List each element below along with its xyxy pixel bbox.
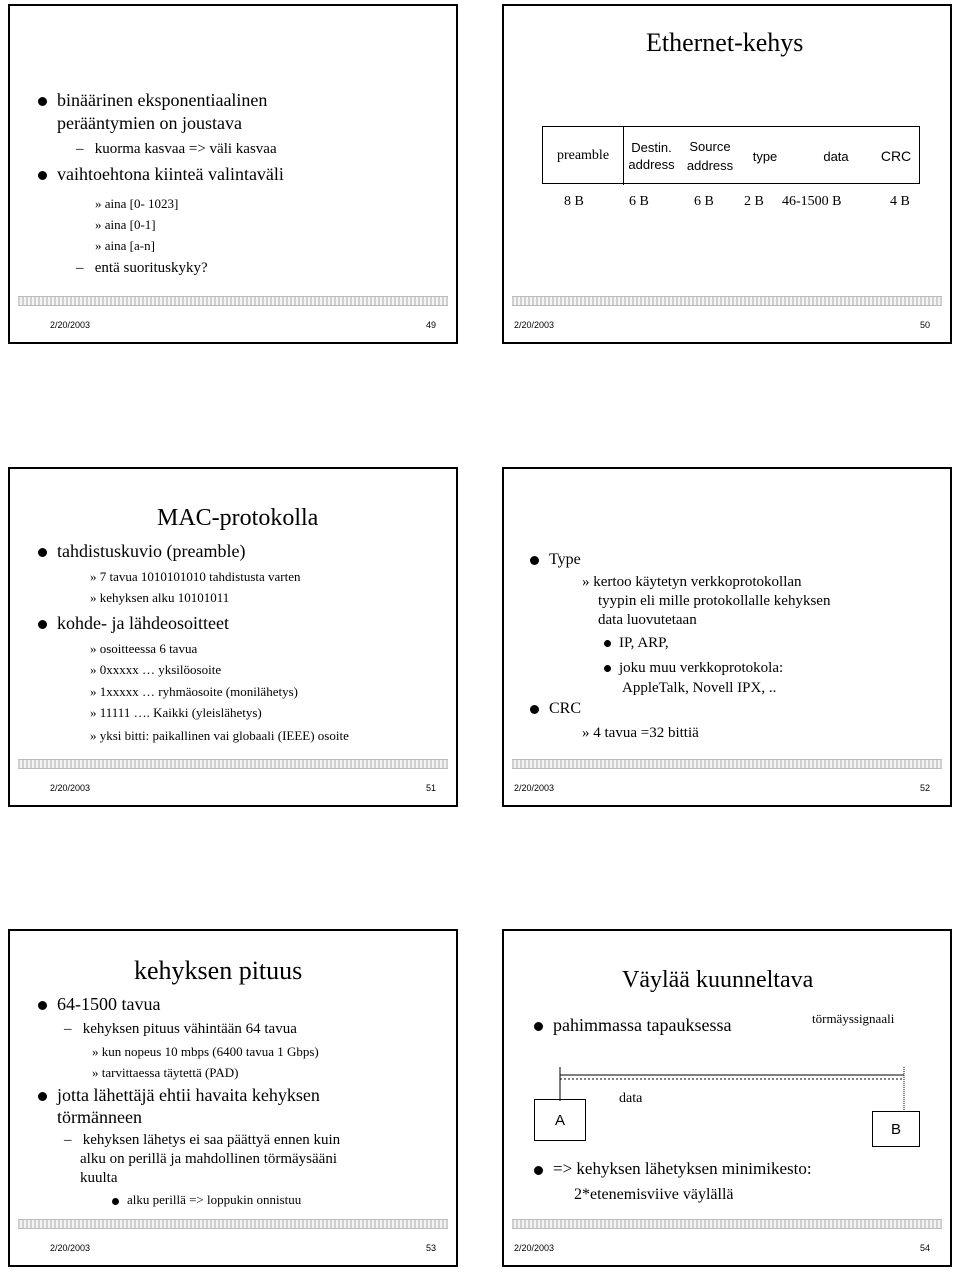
bullet-icon (604, 665, 611, 672)
dash-continuation: alku on perillä ja mahdollinen törmäysääni (80, 1151, 338, 1167)
bullet-icon (112, 1198, 119, 1205)
slide-number: 53 (425, 1243, 436, 1253)
bullet-continuation: perääntymien on joustava (57, 113, 242, 133)
sub-item: » aina [0-1] (95, 217, 156, 232)
footer-bar (18, 759, 448, 769)
footer-date: 2/20/2003 (50, 783, 91, 793)
footer-bar (18, 1219, 448, 1229)
bullet-icon (38, 171, 47, 180)
sub-item: » 4 tavua =32 bittiä (582, 725, 699, 741)
sub-item: » osoitteessa 6 tavua (90, 641, 198, 656)
data-label: data (619, 1091, 643, 1106)
bullet-item: jotta lähettäjä ehtii havaita kehyksen (38, 1085, 320, 1106)
sub-item: » 1xxxxx … ryhmäosoite (monilähetys) (90, 684, 298, 699)
bullet-item: tahdistuskuvio (preamble) (38, 541, 245, 562)
node-a-box (534, 1099, 586, 1141)
slide-number: 50 (919, 320, 930, 330)
size-type: 2 B (744, 194, 764, 209)
bullet-icon (530, 705, 539, 714)
slide-footer (504, 759, 950, 805)
size-source: 6 B (694, 194, 714, 209)
node-b-box (872, 1111, 920, 1147)
bullet-item: kohde- ja lähdeosoitteet (38, 613, 229, 634)
sub-item: » tarvittaessa täytettä (PAD) (92, 1065, 239, 1080)
bullet-item: vaihtoehtona kiinteä valintaväli (38, 164, 284, 185)
sub-bullet-continuation: AppleTalk, Novell IPX, .. (622, 680, 777, 696)
dash-item: – entä suorituskyky? (76, 260, 208, 276)
sub-item-continuation: data luovutetaan (598, 612, 697, 628)
size-crc: 4 B (890, 194, 910, 209)
slide-number: 49 (425, 320, 436, 330)
footer-date: 2/20/2003 (514, 1243, 555, 1253)
footer-date: 2/20/2003 (514, 783, 555, 793)
bullet-item: binäärinen eksponentiaalinen (38, 90, 267, 111)
sub-bullet-item: alku perillä => loppukin onnistuu (112, 1192, 301, 1208)
size-data: 46-1500 B (782, 194, 842, 209)
size-destination: 6 B (629, 194, 649, 209)
dash-continuation: kuulta (80, 1170, 118, 1186)
field-destination: Destin. address (623, 127, 679, 185)
sub-item: » 11111 …. Kaikki (yleislähetys) (90, 705, 262, 720)
sub-item: » yksi bitti: paikallinen vai globaali (IEEE) osoite (90, 728, 349, 743)
sub-bullet-item: IP, ARP, (604, 635, 669, 652)
sub-item: » 7 tavua 1010101010 tahdistusta varten (90, 569, 301, 584)
dash-item: – kehyksen lähetys ei saa päättyä ennen kuin (64, 1132, 341, 1148)
sub-bullet-item: joku muu verkkoprotokola: (604, 660, 783, 677)
slide-number: 51 (425, 783, 436, 793)
slide-footer (504, 296, 950, 342)
slide-54 (502, 929, 952, 1267)
bullet-item: => kehyksen lähetyksen minimikesto: (534, 1159, 812, 1179)
slide-number: 52 (919, 783, 930, 793)
bullet-icon (38, 548, 47, 557)
footer-bar (18, 296, 448, 306)
field-crc: CRC (880, 148, 912, 164)
footer-date: 2/20/2003 (514, 320, 555, 330)
sub-item: » kertoo käytetyn verkkoprotokollan (582, 574, 802, 590)
slide-title: Ethernet-kehys (646, 28, 804, 57)
bullet-icon (38, 620, 47, 629)
footer-bar (512, 759, 942, 769)
sub-item: » 0xxxxx … yksilöosoite (90, 662, 222, 677)
bullet-icon (530, 556, 539, 565)
formula-text: 2*etenemisviive väylällä (574, 1186, 734, 1203)
field-preamble: preamble (556, 148, 610, 163)
node-a-label: A (554, 1111, 565, 1129)
dash-item: – kehyksen pituus vähintään 64 tavua (64, 1021, 297, 1037)
sub-item: » aina [a-n] (95, 238, 155, 253)
frame-diagram (504, 6, 954, 346)
sub-item-continuation: tyypin eli mille protokollalle kehyksen (598, 593, 831, 609)
field-type: type (752, 148, 778, 164)
slide-50 (502, 4, 952, 344)
bullet-item: pahimmassa tapauksessa (534, 1015, 731, 1036)
bullet-item: CRC (530, 700, 581, 718)
sub-item: » kun nopeus 10 mbps (6400 tavua 1 Gbps) (92, 1044, 319, 1059)
footer-bar (512, 1219, 942, 1229)
slide-49 (8, 4, 458, 344)
slide-53 (8, 929, 458, 1267)
sub-item: » kehyksen alku 10101011 (90, 590, 230, 605)
slide-51 (8, 467, 458, 807)
bullet-item: 64-1500 tavua (38, 994, 160, 1015)
bullet-icon (38, 1001, 47, 1010)
footer-date: 2/20/2003 (50, 1243, 91, 1253)
node-b-label: B (890, 1120, 901, 1138)
dash-item: – kuorma kasvaa => väli kasvaa (76, 141, 277, 157)
slide-footer (10, 296, 456, 342)
slide-footer (504, 1219, 950, 1265)
footer-date: 2/20/2003 (50, 320, 91, 330)
bullet-icon (38, 1092, 47, 1101)
bullet-icon (604, 640, 611, 647)
footer-bar (512, 296, 942, 306)
slide-title: MAC-protokolla (157, 505, 319, 531)
bullet-icon (534, 1166, 543, 1175)
sub-item: » aina [0- 1023] (95, 196, 179, 211)
slide-52 (502, 467, 952, 807)
collision-signal-label: törmäyssignaali (812, 1011, 895, 1026)
slide-footer (10, 1219, 456, 1265)
frame-table (542, 126, 920, 184)
field-data: data (823, 148, 849, 164)
bullet-continuation: törmänneen (57, 1107, 142, 1127)
slide-title: kehyksen pituus (134, 956, 303, 985)
bullet-item: Type (530, 551, 581, 569)
size-preamble: 8 B (564, 194, 584, 209)
bullet-icon (38, 97, 47, 106)
field-source: Source address (686, 139, 734, 173)
slide-title: Väylää kuunneltava (622, 967, 814, 993)
slide-number: 54 (919, 1243, 930, 1253)
slide-footer (10, 759, 456, 805)
